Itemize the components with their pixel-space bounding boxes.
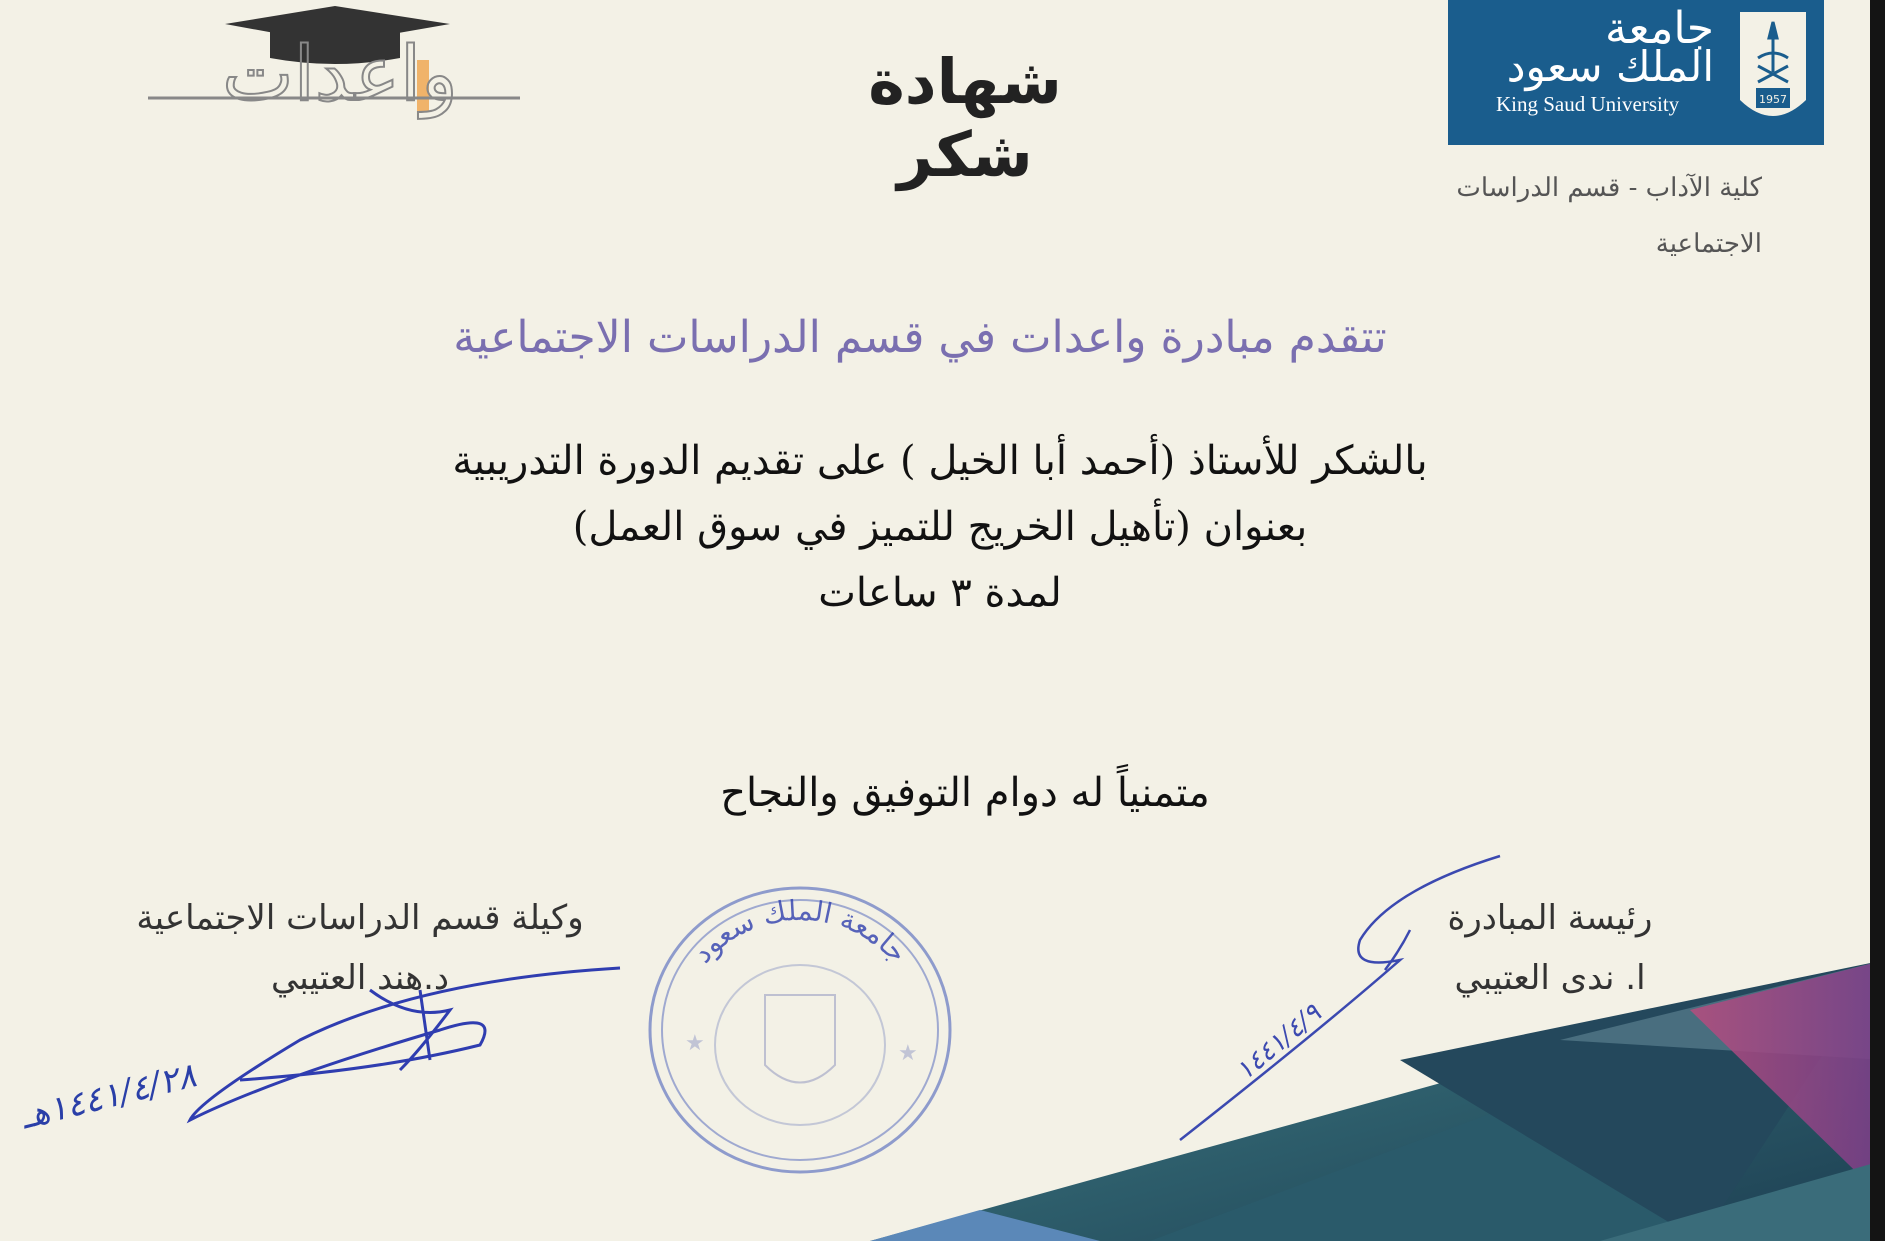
svg-text:★: ★	[685, 1031, 705, 1056]
body-line-1: بالشكر للأستاذ (أحمد أبا الخيل ) على تقديم الدورة التدريبية	[452, 438, 1428, 484]
ksu-logo-english: King Saud University	[1496, 92, 1680, 116]
svg-text:★: ★	[898, 1041, 918, 1066]
right-signature-date: ١٤٤١/٤/٩	[1230, 998, 1328, 1087]
right-signatory-name: ا. ندى العتيبي	[1454, 958, 1646, 998]
stamp-text: جامعة الملك سعود	[685, 893, 915, 970]
ksu-shield-icon	[1736, 8, 1810, 132]
certificate-title: شهادة شكر	[868, 45, 1062, 191]
right-handwritten-signature	[1170, 850, 1510, 1150]
ksu-logo-arabic-line1: جامعة	[1605, 3, 1714, 54]
waadat-logo-text: واعدات	[222, 29, 458, 118]
university-stamp	[640, 885, 960, 1175]
body-line-3: لمدة ٣ ساعات	[818, 570, 1062, 616]
graduation-cap-icon	[140, 0, 530, 125]
faculty-text	[1410, 160, 1762, 272]
left-signatory-title: وكيلة قسم الدراسات الاجتماعية	[136, 898, 584, 938]
left-signature-date: ١٤٤١/٤/٢٨هـ	[17, 1055, 201, 1138]
faculty-line-2: الاجتماعية	[1655, 229, 1762, 259]
ksu-logo-year: 1957	[1759, 93, 1787, 106]
left-signatory-name: د.هند العتيبي	[270, 958, 450, 998]
subtitle: تتقدم مبادرة واعدات في قسم الدراسات الاجتماعية	[453, 312, 1387, 363]
ksu-logo-arabic-line2: الملك سعود	[1506, 42, 1714, 91]
ksu-logo	[1448, 0, 1824, 145]
body-line-2: بعنوان (تأهيل الخريج للتميز في سوق العمل)	[572, 504, 1308, 550]
waadat-logo	[140, 0, 530, 125]
left-handwritten-signature	[120, 950, 640, 1150]
right-signatory-title: رئيسة المبادرة	[1447, 898, 1653, 938]
wish-text: متمنياً له دوام التوفيق والنجاح	[720, 770, 1210, 816]
body-text	[380, 428, 1500, 626]
faculty-line-1: كلية الآداب - قسم الدراسات	[1456, 173, 1762, 203]
